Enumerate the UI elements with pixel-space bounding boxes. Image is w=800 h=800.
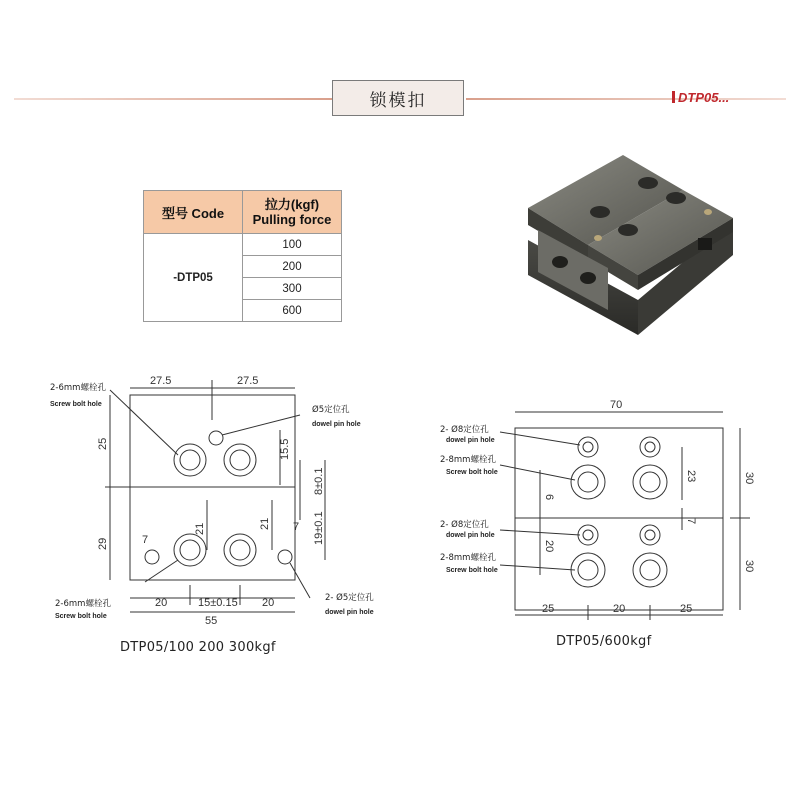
- code-cell: -DTP05: [144, 234, 243, 322]
- dim-v5: 21: [194, 522, 206, 535]
- dim-top-left: 27.5: [150, 375, 172, 387]
- screw-top-cn: 2-6mm螺栓孔: [50, 383, 106, 393]
- dim-left-upper: 25: [97, 437, 109, 450]
- screw-hole: [571, 465, 605, 499]
- dowel-top-en: dowel pin hole: [312, 421, 361, 428]
- force-cell: 200: [243, 256, 342, 278]
- dim-bottom-c: 25: [680, 603, 693, 615]
- screw-hole: [633, 465, 667, 499]
- dim-top: 70: [610, 399, 623, 411]
- dim-bottom-b: 20: [613, 603, 626, 615]
- drawing-1: [0, 360, 400, 660]
- dim-7a: 7: [142, 534, 149, 546]
- dowel-bot-en: dowel pin hole: [325, 609, 374, 616]
- screw1-cn: 2-8mm螺栓孔: [440, 455, 496, 465]
- dim-6: 6: [543, 494, 555, 501]
- screw-hole: [571, 553, 605, 587]
- dim-bottom-total: 55: [205, 615, 218, 627]
- dowel-hole: [578, 437, 598, 457]
- dim-v3: 21: [259, 517, 271, 530]
- drawing-2: [420, 390, 760, 630]
- screw-hole: [224, 534, 256, 566]
- model-tag: [672, 90, 729, 105]
- dowel-hole: [640, 525, 660, 545]
- header-rule-right: [466, 98, 786, 100]
- screw-bot-en: Screw bolt hole: [55, 613, 107, 620]
- screw-hole: [224, 444, 256, 476]
- dowel-hole: [278, 550, 292, 564]
- dim-right-upper: 30: [743, 472, 755, 485]
- dim-23: 23: [685, 470, 697, 483]
- dowel2-en: dowel pin hole: [446, 532, 495, 539]
- dim-right-lower: 30: [743, 560, 755, 573]
- caption-drawing-1: DTP05/100 200 300kgf: [120, 640, 276, 655]
- col-force-header: [243, 191, 342, 234]
- col-force-header-en: Pulling force: [252, 212, 332, 227]
- spec-table: [143, 190, 342, 322]
- screw2-en: Screw bolt hole: [446, 567, 498, 574]
- force-cell: 600: [243, 300, 342, 322]
- header-rule-left: [14, 98, 332, 100]
- force-cell: 300: [243, 278, 342, 300]
- dim-bottom-a: 20: [155, 597, 168, 609]
- tag-bar-icon: [672, 91, 675, 103]
- screw-bot-cn: 2-6mm螺栓孔: [55, 599, 111, 609]
- model-tag-text: DTP05...: [678, 90, 730, 105]
- dowel-hole: [145, 550, 159, 564]
- screw-top-en: Screw bolt hole: [50, 401, 102, 408]
- dim-v2: 8±0.1: [313, 467, 325, 495]
- dowel-hole: [640, 437, 660, 457]
- screw-hole: [174, 444, 206, 476]
- dim-v1: 15.5: [279, 438, 291, 460]
- dim-bottom-b: 15±0.15: [198, 597, 238, 609]
- dim-7b: 7: [293, 521, 300, 533]
- dim-bottom-a: 25: [542, 603, 555, 615]
- product-photo: [518, 150, 744, 340]
- dowel-hole: [209, 431, 223, 445]
- dowel2-cn: 2- Ø8定位孔: [440, 520, 489, 530]
- col-force-header-cn: 拉力(kgf): [264, 197, 320, 212]
- caption-drawing-2: DTP05/600kgf: [556, 634, 652, 649]
- table-row: [144, 234, 342, 256]
- screw2-cn: 2-8mm螺栓孔: [440, 553, 496, 563]
- dowel-bot-cn: 2- Ø5定位孔: [325, 593, 374, 603]
- dowel1-cn: 2- Ø8定位孔: [440, 425, 489, 435]
- dowel-top-cn: Ø5定位孔: [312, 405, 350, 415]
- col-code-header: 型号 Code: [144, 191, 243, 234]
- page-title: 锁模扣: [332, 80, 464, 116]
- dim-bottom-c: 20: [262, 597, 275, 609]
- screw1-en: Screw bolt hole: [446, 469, 498, 476]
- dim-top-right: 27.5: [237, 375, 259, 387]
- screw-hole: [633, 553, 667, 587]
- dim-7: 7: [685, 518, 697, 525]
- dim-left-lower: 29: [97, 537, 109, 550]
- dim-20: 20: [543, 540, 555, 553]
- table-header-row: [144, 191, 342, 234]
- screw-hole: [174, 534, 206, 566]
- force-cell: 100: [243, 234, 342, 256]
- dim-v4: 19±0.1: [313, 511, 325, 545]
- dowel-hole: [578, 525, 598, 545]
- dowel1-en: dowel pin hole: [446, 437, 495, 444]
